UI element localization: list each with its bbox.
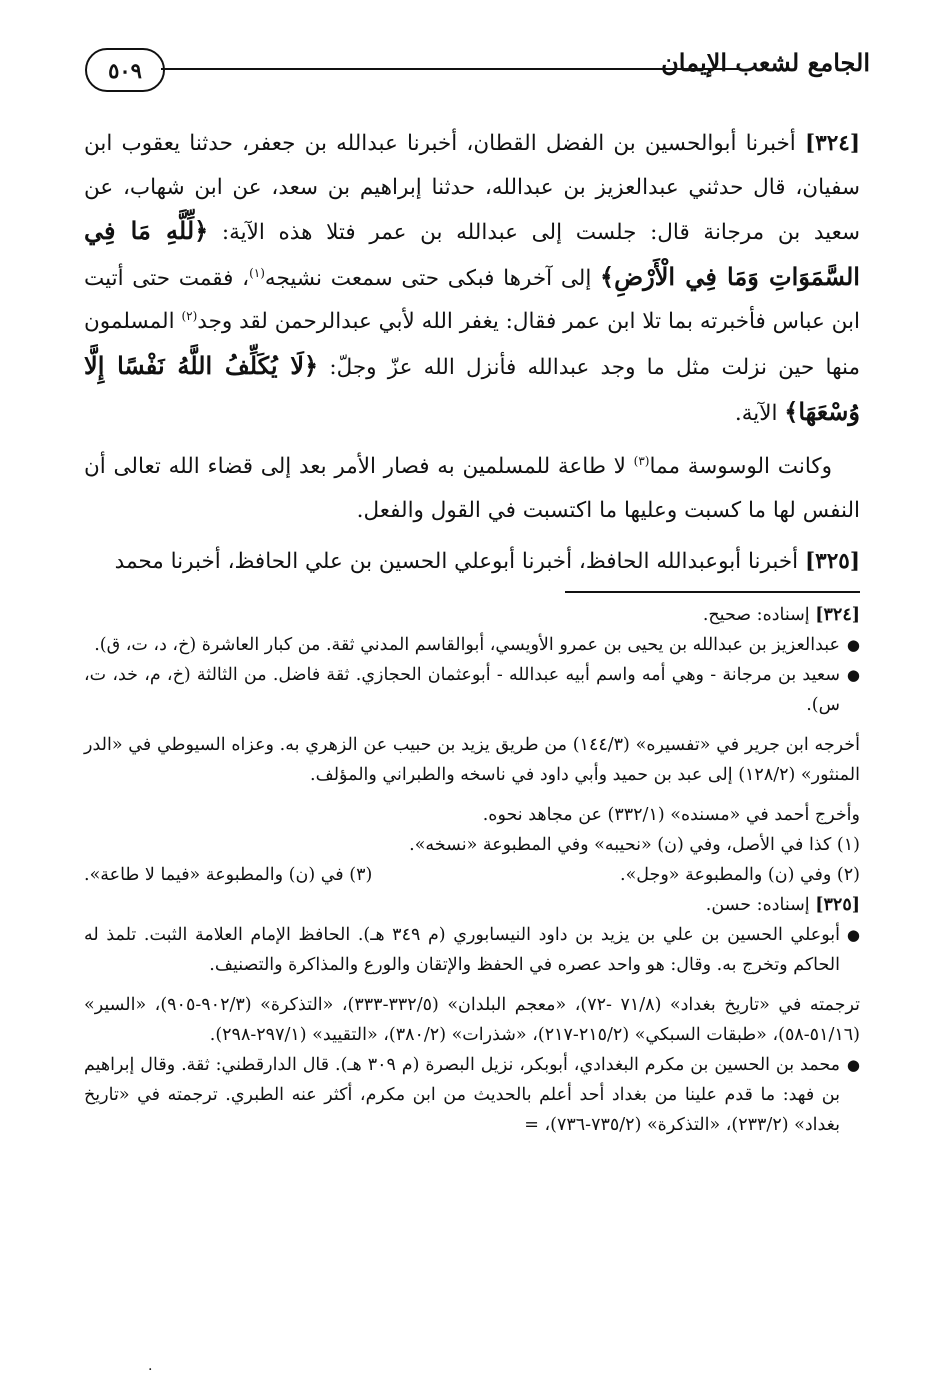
note-heading-324 (84, 600, 860, 630)
running-title: الجامع لشعب الإيمان (661, 48, 870, 77)
takhrij-text: أخرجه ابن جرير في «تفسيره» (١٤٤/٣) من طريق يزيد بن حبيب عن الزهري به. وعزاه السيوطي في «الدر المنثور» (١٢٨/٢) إلى عبد بن حميد وأبي داود في ناسخه والطبراني والمؤلف. (84, 735, 860, 785)
narrator-entry (84, 1050, 860, 1140)
notes-section (84, 600, 860, 1140)
narrator-text: أبوعلي الحسين بن علي بن يزيد بن داود النيسابوري (م ٣٤٩ هـ). الحافظ الإمام العلامة الثبت. تلمذ له الحاكم وتخرج به. وقال: هو واحد عصره في الحفظ والإتقان والورع والمذاكرة والتصنيف. (84, 925, 840, 975)
footnote-ref: (٢) (181, 309, 198, 324)
commentary-paragraph (84, 445, 860, 532)
page-header (85, 40, 870, 100)
quran-verse: ﴿لَا يُكَلِّفُ اللَّهُ نَفْسًا إِلَّا وُسْعَهَا﴾ (84, 350, 860, 426)
isnad-grade: إسناده: حسن. (705, 895, 816, 915)
footnote-separator (565, 591, 860, 593)
quran-verse: ﴿لِّلَّهِ مَا فِي السَّمَوَاتِ وَمَا فِي الْأَرْضِ﴾ (84, 216, 860, 291)
footnote-3: (٣) في (ن) والمطبوعة «فيما لا طاعة». (84, 865, 373, 885)
isnad-grade: إسناده: صحيح. (702, 605, 816, 625)
footnote-1: (١) كذا في الأصل، وفي (ن) «نحيبه» وفي المطبوعة «نسخه». (409, 835, 860, 855)
takhrij-text: وأخرج أحمد في «مسنده» (٣٣٢/١) عن مجاهد نحوه. (482, 805, 860, 825)
narrator-entry (84, 660, 860, 720)
header-rule (161, 68, 741, 70)
hadith-text: أخبرنا أبوعبدالله الحافظ، أخبرنا أبوعلي الحسين بن علي الحافظ، أخبرنا محمد (114, 549, 805, 575)
hadith-text: أخبرنا أبوالحسين بن الفضل القطان، أخبرنا عبدالله بن جعفر، حدثنا يعقوب ابن سفيان، قال حدثني عبدالعزيز بن عبدالله، حدثنا إبراهيم بن سعد، عن ابن شهاب، عن سعيد بن مرجانة قال: جلست إلى عبدالله بن عمر فتلا هذه الآية: (84, 131, 860, 246)
hadith-text: ، فقمت حتى أتيت ابن عباس فأخبرته بما تلا ابن عمر فقال: يغفر الله لأبي عبدالرحمن لقد وجد (84, 265, 860, 335)
stray-mark: . (148, 1358, 153, 1374)
footnote-row (84, 860, 860, 890)
bullet-icon: ● (846, 1056, 860, 1074)
tarjama-text: ترجمته في «تاريخ بغداد» (٧١/٨ -٧٢)، «معجم البلدان» (٣٣٢/٥-٣٣٣)، «التذكرة» (٩٠٢/٣-٩٠٥)، «السير» (٥١/١٦-٥٨)، «طبقات السبكي» (٢١٥/٢-٢١٧)، «شذرات» (٣٨٠/٢)، «التقييد» (٢٩٧/١-٢٩٨). (84, 995, 860, 1045)
hadith-324 (84, 122, 860, 435)
footnote-2: (٢) وفي (ن) والمطبوعة «وجل». (620, 865, 860, 885)
bullet-icon: ● (846, 636, 860, 654)
note-heading-325 (84, 890, 860, 920)
note-label: [٣٢٤] (815, 605, 860, 625)
narrator-entry (84, 920, 860, 980)
hadith-325 (84, 540, 860, 584)
narrator-text: سعيد بن مرجانة - وهي أمه واسم أبيه عبدالله - أبوعثمان الحجازي. ثقة فاضل. من الثالثة (خ، م، خد، ت، س). (84, 665, 840, 715)
hadith-text: المسلمون منها حين نزلت مثل ما وجد عبدالله فأنزل الله عزّ وجلّ: (84, 309, 861, 380)
commentary-text: وكانت الوسوسة مما (649, 454, 832, 480)
narrator-text: عبدالعزيز بن عبدالله بن يحيى بن عمرو الأويسي، أبوالقاسم المدني ثقة. من كبار العاشرة (خ، د، ت، ق). (94, 635, 840, 655)
hadith-text: إلى آخرها فبكى حتى سمعت نشيجه (264, 265, 601, 291)
narrator-text: محمد بن الحسين بن مكرم البغدادي، أبوبكر، نزيل البصرة (م ٣٠٩ هـ). قال الدارقطني: ثقة. وقال إبراهيم بن فهد: ما قدم علينا من بغداد أحد أعلم بالحديث من ابن مكرم، أكثر عنه الطبري. ترجمته في «تاريخ بغداد» (٢٣٣/٢)، «التذكرة» (٧٣٥/٢-٧٣٦)، = (84, 1055, 840, 1135)
hadith-text: الآية. (734, 400, 785, 426)
commentary-text: لا طاعة للمسلمين به فصار الأمر بعد إلى قضاء الله تعالى أن النفس لها ما كسبت وعليها ما اكتسبت في القول والفعل. (84, 454, 860, 523)
hadith-number: [٣٢٥] (804, 549, 860, 575)
narrator-entry (84, 630, 860, 660)
hadith-number: [٣٢٤] (804, 131, 860, 156)
footnote-ref: (١) (249, 265, 265, 280)
page-number: ٥٠٩ (85, 48, 165, 92)
footnote-ref: (٣) (633, 454, 650, 468)
bullet-icon: ● (846, 666, 860, 684)
main-text (84, 122, 860, 584)
note-label: [٣٢٥] (815, 895, 860, 915)
bullet-icon: ● (846, 926, 860, 944)
